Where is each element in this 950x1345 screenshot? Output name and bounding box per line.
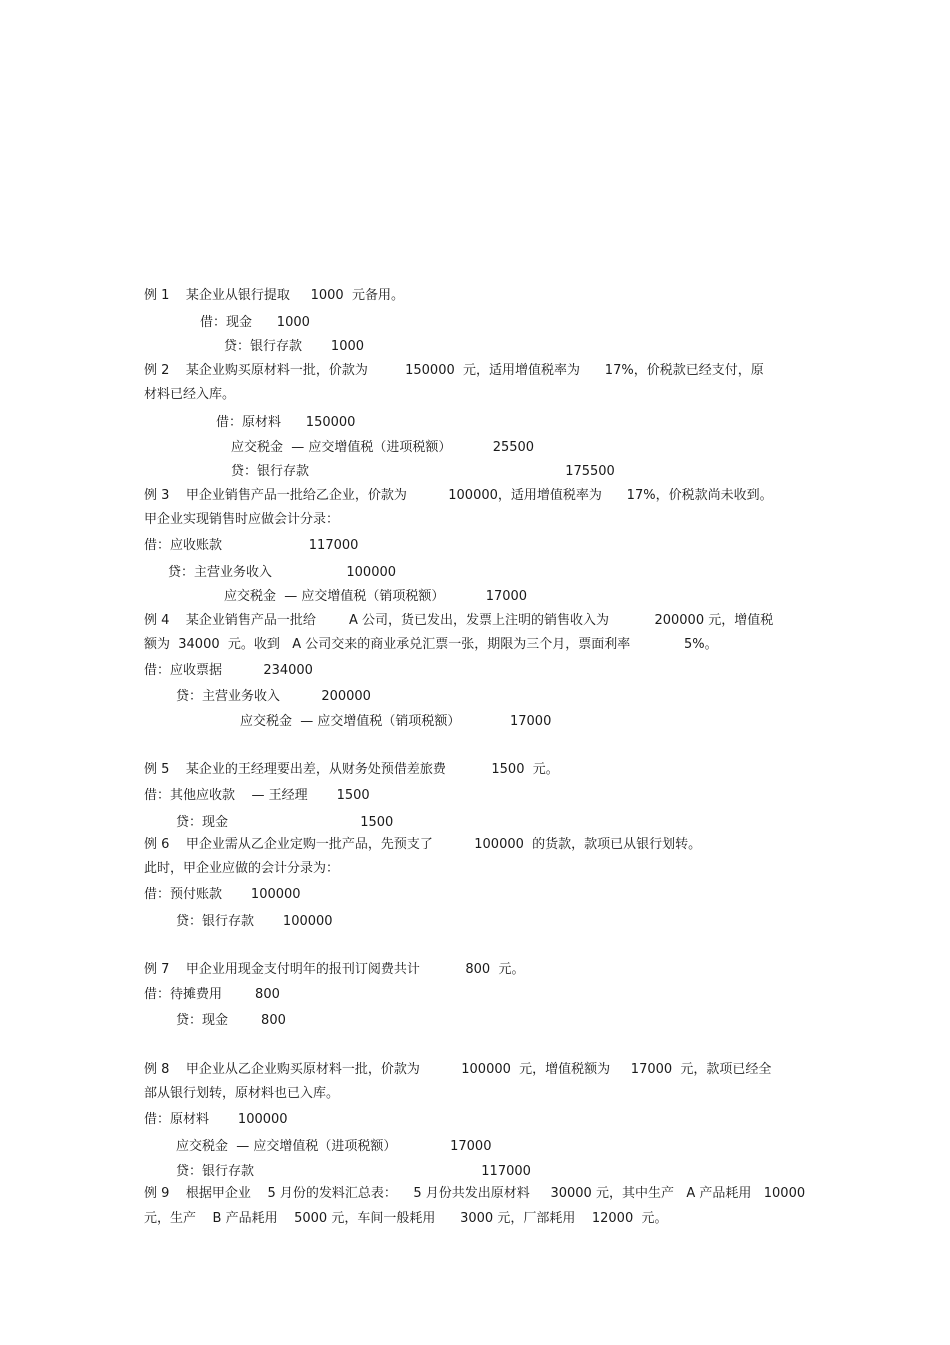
example-3-question-line-1: 例 3 甲企业销售产品一批给乙企业，价款为 100000，适用增值税率为 17%，价税款尚未收到。 — [144, 488, 773, 503]
example-6-question-line-1: 例 6 甲企业需从乙企业定购一批产品，先预支了 100000 的货款，款项已从银行划转。 — [144, 837, 702, 852]
example-4-credit-tax: 应交税金 — 应交增值税（销项税额） 17000 — [240, 714, 552, 729]
example-5-credit: 贷：现金 1500 — [176, 815, 394, 830]
example-4-credit: 贷：主营业务收入 200000 — [176, 689, 371, 704]
example-8-debit-tax: 应交税金 — 应交增值税（进项税额） 17000 — [176, 1139, 492, 1154]
example-8-credit: 贷：银行存款 117000 — [176, 1164, 531, 1179]
example-2-question-line-1: 例 2 某企业购买原材料一批，价款为 150000 元，适用增值税率为 17%，价税款已经支付，原 — [144, 363, 764, 378]
example-3-credit: 贷：主营业务收入 100000 — [168, 565, 397, 580]
example-4-question-line-1: 例 4 某企业销售产品一批给 A 公司，货已发出，发票上注明的销售收入为 200000 元，增值税 — [144, 613, 774, 628]
example-7-credit: 贷：现金 800 — [176, 1013, 286, 1028]
example-8-debit: 借：原材料 100000 — [144, 1112, 288, 1127]
example-2-debit-tax: 应交税金 — 应交增值税（进项税额） 25500 — [231, 440, 535, 455]
example-1-credit: 贷：银行存款 1000 — [224, 339, 365, 354]
example-6-question-line-2: 此时，甲企业应做的会计分录为： — [144, 861, 340, 876]
example-3-debit: 借：应收账款 117000 — [144, 538, 359, 553]
example-4-debit: 借：应收票据 234000 — [144, 663, 313, 678]
example-8-question-line-1: 例 8 甲企业从乙企业购买原材料一批，价款为 100000 元，增值税额为 17000 元，款项已经全 — [144, 1062, 772, 1077]
example-7-debit: 借：待摊费用 800 — [144, 987, 280, 1002]
example-6-credit: 贷：银行存款 100000 — [176, 914, 333, 929]
example-4-question-line-2: 额为 34000 元。收到 A 公司交来的商业承兑汇票一张，期限为三个月，票面利率 5%。 — [144, 637, 718, 652]
example-5-debit: 借：其他应收款 — 王经理 1500 — [144, 788, 370, 803]
example-6-debit: 借：预付账款 100000 — [144, 887, 301, 902]
example-8-question-line-2: 部从银行划转，原材料也已入库。 — [144, 1086, 340, 1101]
example-1-debit: 借：现金 1000 — [200, 315, 310, 330]
example-2-credit: 贷：银行存款 175500 — [231, 464, 615, 479]
example-9-question-line-1: 例 9 根据甲企业 5 月份的发料汇总表： 5 月份共发出原材料 30000 元，其中生产 A 产品耗用 10000 — [144, 1186, 806, 1201]
example-2-question-line-2: 材料已经入库。 — [144, 387, 236, 402]
example-3-question-line-2: 甲企业实现销售时应做会计分录： — [144, 512, 340, 527]
example-5-question: 例 5 某企业的王经理要出差，从财务处预借差旅费 1500 元。 — [144, 762, 559, 777]
example-9-question-line-2: 元，生产 B 产品耗用 5000 元，车间一般耗用 3000 元，厂部耗用 12000 元。 — [144, 1211, 668, 1226]
example-2-debit: 借：原材料 150000 — [216, 415, 356, 430]
example-1-question: 例 1 某企业从银行提取 1000 元备用。 — [144, 288, 404, 303]
example-3-credit-tax: 应交税金 — 应交增值税（销项税额） 17000 — [224, 589, 528, 604]
example-7-question: 例 7 甲企业用现金支付明年的报刊订阅费共计 800 元。 — [144, 962, 525, 977]
